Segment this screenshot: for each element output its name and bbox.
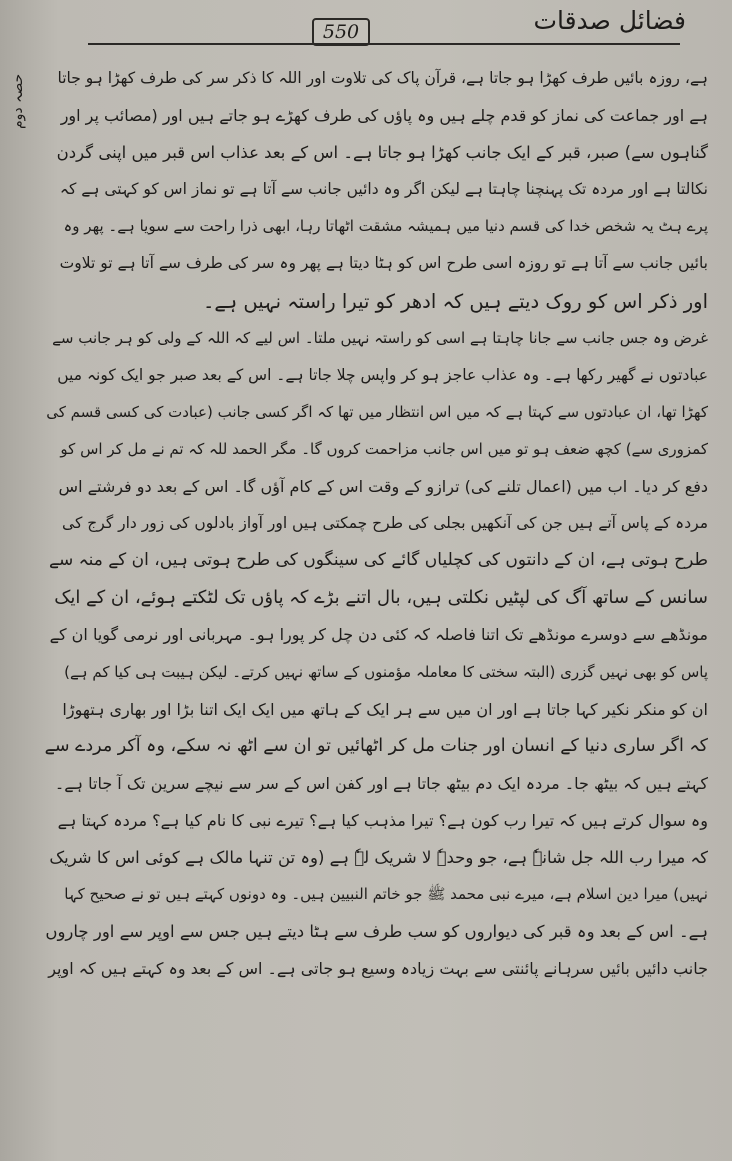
text-line: عبادتوں نے گھیر رکھا ہے۔ وہ عذاب عاجز ہو کر واپس چلا جاتا ہے۔ اس کے بعد صبر جو ایک کونہ میں	[57, 365, 708, 384]
text-line: کھڑا تھا، ان عبادتوں سے کہتا ہے کہ میں اس انتظار میں تھا کہ اگر کسی جانب (عبادت کی کسی قسم کی	[46, 402, 708, 421]
text-line: کہ میرا رب اللہ جل شانہٗ ہے، جو وحدہٗ لا شریک لہٗ ہے (وہ تن تنہا مالک ہے کوئی اس کا شریک	[49, 847, 708, 867]
text-line: طرح ہوتی ہے، ان کے دانتوں کی کچلیاں گائے کی سینگوں کی طرح ہوتی ہیں، ان کے منہ سے	[49, 550, 708, 571]
page-number: 550	[312, 18, 370, 46]
text-line: غرض وہ جس جانب سے جانا چاہتا ہے اسی کو راستہ نہیں ملتا۔ اس لیے کہ اللہ کے ولی کو ہر جانب سے	[52, 328, 708, 347]
part-label: حصہ دوم	[10, 74, 26, 130]
text-line: نکالتا ہے اور مردہ تک پہنچنا چاہتا ہے لیکن اگر وہ دائیں جانب سے آتا ہے تو نماز اس کو کہتی ہے کہ	[59, 180, 708, 199]
book-title: فضائل صدقات	[533, 6, 686, 35]
text-line: ہے، روزہ بائیں طرف کھڑا ہو جاتا ہے، قرآن پاک کی تلاوت اور اللہ کا ذکر سر کی طرف کھڑا ہو جاتا	[57, 69, 708, 87]
text-line: پرے ہٹ یہ شخص خدا کی قسم دنیا میں ہمیشہ مشقت اٹھاتا رہا، ابھی ذرا راحت سے سویا ہے۔ پھر وہ	[63, 217, 708, 236]
text-line: دفع کر دیا۔ اب میں (اعمال تلنے کی) ترازو کے وقت اس کے کام آؤں گا۔ اس کے بعد دو فرشتے اس	[58, 477, 708, 497]
text-line: ان کو منکر نکیر کہا جاتا ہے اور ان میں سے ہر ایک کے ہاتھ میں ایک ایک اتنا بڑا اور بھاری ہتھوڑا	[62, 699, 708, 719]
header-rule	[88, 43, 680, 45]
text-line: جانب دائیں بائیں سرہانے پائنتی سے بہت زیادہ وسیع ہو جاتی ہے۔ اس کے بعد وہ کہتے ہیں کہ اوپر	[48, 959, 708, 979]
text-line: مونڈھے سے دوسرے مونڈھے تک اتنا فاصلہ کہ کئی دن چل کر پورا ہو۔ مہربانی اور نرمی گویا ان کے	[49, 625, 708, 645]
text-line: وہ سوال کرتے ہیں کہ تیرا رب کون ہے؟ تیرا مذہب کیا ہے؟ تیرے نبی کا نام کیا ہے؟ مردہ کہتا ہے	[57, 810, 708, 830]
text-line: پاس کو بھی نہیں گزری (البتہ سختی کا معاملہ مؤمنوں کے ساتھ نہیں کرتے۔ لیکن ہیبت ہی کیا کم ہے)	[64, 662, 708, 681]
text-line: اور ذکر اس کو روک دیتے ہیں کہ ادھر کو تیرا راستہ نہیں ہے۔	[202, 289, 708, 313]
text-line: سانس کے ساتھ آگ کی لپٹیں نکلتی ہیں، بال اتنے بڑے کہ پاؤں تک لٹکتے ہوئے، ان کے ایک	[54, 587, 708, 609]
text-line: گناہوں سے) صبر، قبر کے ایک جانب کھڑا ہو جاتا ہے۔ اس کے بعد عذاب اس قبر میں اپنی گردن	[56, 143, 708, 163]
text-line: کمزوری سے) کچھ ضعف ہو تو میں اس جانب مزاحمت کروں گا۔ مگر الحمد للہ کہ تم نے مل کر اس کو	[60, 439, 708, 458]
text-line: مردہ کے پاس آتے ہیں جن کی آنکھیں بجلی کی طرح چمکتی ہیں اور آواز بادلوں کی زور دار گرج کی	[62, 514, 708, 533]
text-line: نہیں) میرا دین اسلام ہے، میرے نبی محمد ﷺ جو خاتم النبیین ہیں۔ وہ دونوں کہتے ہیں تو نے صحیح کہا	[64, 885, 708, 904]
text-line: کہ اگر ساری دنیا کے انسان اور جنات مل کر اٹھائیں تو ان سے اٹھ نہ سکے، وہ آکر مردے سے	[44, 735, 708, 756]
text-line: ہے۔ اس کے بعد وہ قبر کی دیواروں کو سب طرف سے ہٹا دیتے ہیں جس سے اوپر سے اور چاروں	[45, 922, 708, 942]
body-text	[44, 60, 708, 987]
text-line: ہے اور جماعت کی نماز کو قدم چلے ہیں وہ پاؤں کی طرف کھڑے ہو جاتے ہیں اور (مصائب پر اور	[60, 106, 708, 126]
text-line: بائیں جانب سے آتا ہے تو روزہ اسی طرح اس کو ہٹا دیتا ہے پھر وہ سر کی طرف سے آتا ہے تو تلاوت	[59, 254, 708, 273]
text-line: کہتے ہیں کہ بیٹھ جا۔ مردہ ایک دم بیٹھ جاتا ہے اور کفن اس کے سر سے نیچے سرین تک آ جاتا ہے۔	[54, 773, 708, 793]
